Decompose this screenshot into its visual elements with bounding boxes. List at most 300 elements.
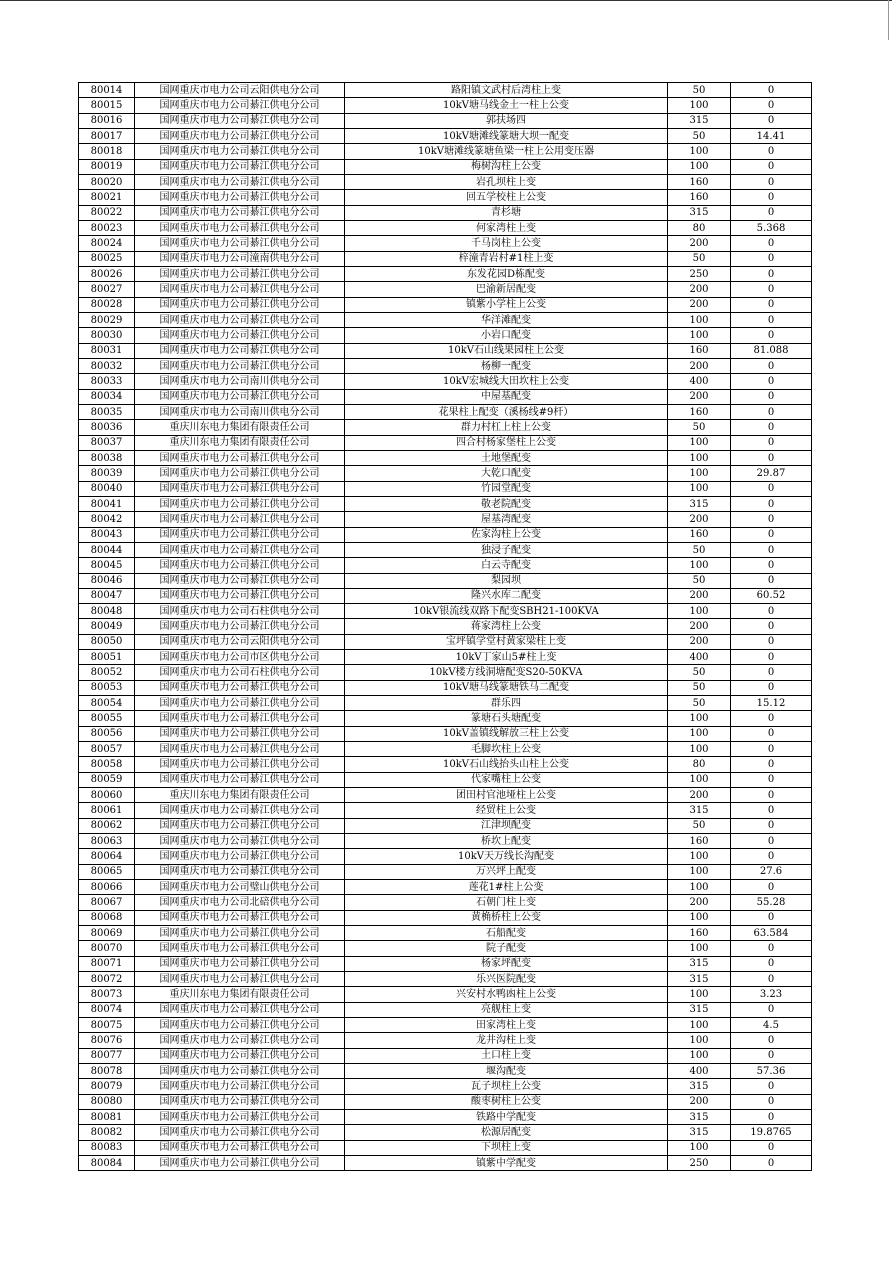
table-row	[79, 895, 812, 910]
company-cell: 国网重庆市电力公司綦江供电分公司	[135, 1048, 345, 1063]
table-row	[79, 864, 812, 879]
transformer-name-cell: 堰沟配变	[345, 1064, 668, 1079]
capacity-cell: 400	[668, 650, 731, 665]
value-cell: 0	[731, 98, 812, 113]
table-row	[79, 1140, 812, 1155]
transformer-name-cell: 篆塘石头塘配变	[345, 711, 668, 726]
row-id-cell: 80038	[79, 450, 135, 465]
row-id-cell: 80074	[79, 1002, 135, 1017]
capacity-cell: 100	[668, 772, 731, 787]
row-id-cell: 80025	[79, 251, 135, 266]
row-id-cell: 80073	[79, 987, 135, 1002]
row-id-cell: 80016	[79, 113, 135, 128]
value-cell: 0	[731, 190, 812, 205]
table-row	[79, 358, 812, 373]
capacity-cell: 250	[668, 266, 731, 281]
table-row	[79, 619, 812, 634]
transformer-name-cell: 镇紫小学柱上公变	[345, 297, 668, 312]
transformer-name-cell: 10kV盖镇线解放三柱上公变	[345, 726, 668, 741]
capacity-cell: 250	[668, 1155, 731, 1170]
capacity-cell: 200	[668, 788, 731, 803]
value-cell: 0	[731, 1094, 812, 1109]
table-row	[79, 128, 812, 143]
row-id-cell: 80070	[79, 941, 135, 956]
company-cell: 国网重庆市电力公司南川供电分公司	[135, 404, 345, 419]
capacity-cell: 315	[668, 1002, 731, 1017]
company-cell: 国网重庆市电力公司綦江供电分公司	[135, 680, 345, 695]
company-cell: 国网重庆市电力公司綦江供电分公司	[135, 205, 345, 220]
value-cell: 60.52	[731, 588, 812, 603]
table-row	[79, 343, 812, 358]
company-cell: 国网重庆市电力公司綦江供电分公司	[135, 941, 345, 956]
value-cell: 0	[731, 496, 812, 511]
transformer-name-cell: 10kV塘滩线篆塘鱼梁一柱上公用变压器	[345, 144, 668, 159]
transformer-name-cell: 石朝门柱上变	[345, 895, 668, 910]
row-id-cell: 80024	[79, 236, 135, 251]
company-cell: 国网重庆市电力公司綦江供电分公司	[135, 481, 345, 496]
row-id-cell: 80058	[79, 757, 135, 772]
row-id-cell: 80037	[79, 435, 135, 450]
value-cell: 0	[731, 956, 812, 971]
row-id-cell: 80059	[79, 772, 135, 787]
transformer-name-cell: 龙井沟柱上变	[345, 1033, 668, 1048]
value-cell: 0	[731, 435, 812, 450]
capacity-cell: 200	[668, 512, 731, 527]
value-cell: 0	[731, 83, 812, 98]
table-row	[79, 1125, 812, 1140]
company-cell: 重庆川东电力集团有限责任公司	[135, 435, 345, 450]
capacity-cell: 315	[668, 113, 731, 128]
transformer-name-cell: 江津坝配变	[345, 818, 668, 833]
capacity-cell: 100	[668, 1048, 731, 1063]
value-cell: 0	[731, 604, 812, 619]
company-cell: 国网重庆市电力公司市区供电分公司	[135, 650, 345, 665]
capacity-cell: 315	[668, 1079, 731, 1094]
value-cell: 0	[731, 358, 812, 373]
company-cell: 国网重庆市电力公司綦江供电分公司	[135, 128, 345, 143]
company-cell: 国网重庆市电力公司綦江供电分公司	[135, 696, 345, 711]
capacity-cell: 100	[668, 450, 731, 465]
transformer-name-cell: 下坝柱上变	[345, 1140, 668, 1155]
row-id-cell: 80081	[79, 1109, 135, 1124]
company-cell: 国网重庆市电力公司綦江供电分公司	[135, 910, 345, 925]
value-cell: 0	[731, 573, 812, 588]
row-id-cell: 80034	[79, 389, 135, 404]
row-id-cell: 80052	[79, 665, 135, 680]
table-row	[79, 236, 812, 251]
capacity-cell: 315	[668, 803, 731, 818]
company-cell: 国网重庆市电力公司綦江供电分公司	[135, 98, 345, 113]
company-cell: 国网重庆市电力公司南川供电分公司	[135, 374, 345, 389]
row-id-cell: 80031	[79, 343, 135, 358]
table-row	[79, 788, 812, 803]
capacity-cell: 100	[668, 466, 731, 481]
company-cell: 国网重庆市电力公司璧山供电分公司	[135, 880, 345, 895]
table-row	[79, 558, 812, 573]
company-cell: 国网重庆市电力公司綦江供电分公司	[135, 711, 345, 726]
row-id-cell: 80022	[79, 205, 135, 220]
capacity-cell: 100	[668, 849, 731, 864]
value-cell: 0	[731, 374, 812, 389]
row-id-cell: 80060	[79, 788, 135, 803]
capacity-cell: 100	[668, 558, 731, 573]
company-cell: 国网重庆市电力公司綦江供电分公司	[135, 1094, 345, 1109]
row-id-cell: 80033	[79, 374, 135, 389]
capacity-cell: 80	[668, 757, 731, 772]
company-cell: 国网重庆市电力公司石柱供电分公司	[135, 604, 345, 619]
company-cell: 国网重庆市电力公司綦江供电分公司	[135, 312, 345, 327]
transformer-name-cell: 梨园坝	[345, 573, 668, 588]
row-id-cell: 80051	[79, 650, 135, 665]
table-row	[79, 818, 812, 833]
value-cell: 0	[731, 941, 812, 956]
row-id-cell: 80032	[79, 358, 135, 373]
transformer-name-cell: 佐家沟柱上公变	[345, 527, 668, 542]
table-row	[79, 834, 812, 849]
value-cell: 0	[731, 665, 812, 680]
table-row	[79, 742, 812, 757]
company-cell: 重庆川东电力集团有限责任公司	[135, 987, 345, 1002]
table-row	[79, 1002, 812, 1017]
row-id-cell: 80048	[79, 604, 135, 619]
table-row	[79, 680, 812, 695]
table-row	[79, 404, 812, 419]
row-id-cell: 80043	[79, 527, 135, 542]
row-id-cell: 80075	[79, 1018, 135, 1033]
transformer-name-cell: 10kV银流线双路下配变SBH21-100KVA	[345, 604, 668, 619]
table-row	[79, 757, 812, 772]
table-row	[79, 1033, 812, 1048]
transformer-name-cell: 郭扶场四	[345, 113, 668, 128]
capacity-cell: 100	[668, 910, 731, 925]
row-id-cell: 80049	[79, 619, 135, 634]
table-row	[79, 190, 812, 205]
transformer-name-cell: 东发花园D栋配变	[345, 266, 668, 281]
value-cell: 0	[731, 251, 812, 266]
row-id-cell: 80030	[79, 328, 135, 343]
company-cell: 国网重庆市电力公司綦江供电分公司	[135, 558, 345, 573]
company-cell: 国网重庆市电力公司綦江供电分公司	[135, 803, 345, 818]
capacity-cell: 100	[668, 864, 731, 879]
value-cell: 0	[731, 113, 812, 128]
company-cell: 国网重庆市电力公司綦江供电分公司	[135, 512, 345, 527]
value-cell: 0	[731, 742, 812, 757]
table-row	[79, 1079, 812, 1094]
value-cell: 0	[731, 849, 812, 864]
company-cell: 国网重庆市电力公司綦江供电分公司	[135, 113, 345, 128]
transformer-name-cell: 10kV宏城线大田坎柱上公变	[345, 374, 668, 389]
company-cell: 国网重庆市电力公司綦江供电分公司	[135, 742, 345, 757]
table-row	[79, 1064, 812, 1079]
transformer-name-cell: 万兴坪上配变	[345, 864, 668, 879]
value-cell: 0	[731, 159, 812, 174]
table-row	[79, 174, 812, 189]
capacity-cell: 100	[668, 312, 731, 327]
value-cell: 0	[731, 972, 812, 987]
company-cell: 国网重庆市电力公司綦江供电分公司	[135, 849, 345, 864]
capacity-cell: 400	[668, 374, 731, 389]
capacity-cell: 200	[668, 1094, 731, 1109]
capacity-cell: 100	[668, 726, 731, 741]
capacity-cell: 50	[668, 420, 731, 435]
row-id-cell: 80056	[79, 726, 135, 741]
company-cell: 国网重庆市电力公司綦江供电分公司	[135, 220, 345, 235]
capacity-cell: 160	[668, 926, 731, 941]
capacity-cell: 100	[668, 328, 731, 343]
table-row	[79, 711, 812, 726]
transformer-name-cell: 镇紫中学配变	[345, 1155, 668, 1170]
company-cell: 国网重庆市电力公司綦江供电分公司	[135, 1002, 345, 1017]
table-row	[79, 972, 812, 987]
value-cell: 0	[731, 772, 812, 787]
value-cell: 0	[731, 282, 812, 297]
table-row	[79, 420, 812, 435]
row-id-cell: 80035	[79, 404, 135, 419]
table-row	[79, 696, 812, 711]
table-row	[79, 450, 812, 465]
row-id-cell: 80077	[79, 1048, 135, 1063]
value-cell: 0	[731, 757, 812, 772]
transformer-name-cell: 莲花1#柱上公变	[345, 880, 668, 895]
transformer-name-cell: 10kV天万线长沟配变	[345, 849, 668, 864]
value-cell: 0	[731, 389, 812, 404]
value-cell: 0	[731, 711, 812, 726]
table-row	[79, 1048, 812, 1063]
value-cell: 0	[731, 236, 812, 251]
row-id-cell: 80029	[79, 312, 135, 327]
value-cell: 0	[731, 788, 812, 803]
transformer-name-cell: 松源居配变	[345, 1125, 668, 1140]
company-cell: 国网重庆市电力公司綦江供电分公司	[135, 174, 345, 189]
company-cell: 国网重庆市电力公司綦江供电分公司	[135, 190, 345, 205]
table-row	[79, 573, 812, 588]
table-row	[79, 113, 812, 128]
transformer-name-cell: 青杉塘	[345, 205, 668, 220]
transformer-name-cell: 大乾口配变	[345, 466, 668, 481]
row-id-cell: 80040	[79, 481, 135, 496]
transformer-name-cell: 敬老院配变	[345, 496, 668, 511]
table-row	[79, 374, 812, 389]
table-row	[79, 512, 812, 527]
table-row	[79, 849, 812, 864]
transformer-name-cell: 华洋滩配变	[345, 312, 668, 327]
value-cell: 0	[731, 297, 812, 312]
value-cell: 0	[731, 420, 812, 435]
company-cell: 国网重庆市电力公司綦江供电分公司	[135, 542, 345, 557]
capacity-cell: 160	[668, 174, 731, 189]
company-cell: 国网重庆市电力公司綦江供电分公司	[135, 834, 345, 849]
table-row	[79, 496, 812, 511]
table-row	[79, 1155, 812, 1170]
page-top-border	[0, 0, 892, 1]
row-id-cell: 80082	[79, 1125, 135, 1140]
transformer-name-cell: 石船配变	[345, 926, 668, 941]
company-cell: 重庆川东电力集团有限责任公司	[135, 420, 345, 435]
value-cell: 0	[731, 1155, 812, 1170]
capacity-cell: 50	[668, 128, 731, 143]
row-id-cell: 80026	[79, 266, 135, 281]
company-cell: 国网重庆市电力公司綦江供电分公司	[135, 236, 345, 251]
table-row	[79, 435, 812, 450]
transformer-name-cell: 屋基湾配变	[345, 512, 668, 527]
value-cell: 0	[731, 527, 812, 542]
row-id-cell: 80071	[79, 956, 135, 971]
company-cell: 国网重庆市电力公司綦江供电分公司	[135, 358, 345, 373]
table-row	[79, 527, 812, 542]
value-cell: 27.6	[731, 864, 812, 879]
company-cell: 国网重庆市电力公司綦江供电分公司	[135, 1079, 345, 1094]
row-id-cell: 80076	[79, 1033, 135, 1048]
transformer-name-cell: 杨家坪配变	[345, 956, 668, 971]
value-cell: 63.584	[731, 926, 812, 941]
company-cell: 国网重庆市电力公司云阳供电分公司	[135, 83, 345, 98]
table-row	[79, 159, 812, 174]
row-id-cell: 80061	[79, 803, 135, 818]
transformer-name-cell: 杨柳一配变	[345, 358, 668, 373]
capacity-cell: 315	[668, 496, 731, 511]
transformer-name-cell: 代家嘴柱上公变	[345, 772, 668, 787]
table-row	[79, 803, 812, 818]
value-cell: 0	[731, 1002, 812, 1017]
transformer-name-cell: 10kV塘滩线篆塘大坝一配变	[345, 128, 668, 143]
capacity-cell: 200	[668, 236, 731, 251]
transformer-name-cell: 蒋家湾柱上公变	[345, 619, 668, 634]
company-cell: 国网重庆市电力公司綦江供电分公司	[135, 1064, 345, 1079]
row-id-cell: 80036	[79, 420, 135, 435]
value-cell: 0	[731, 680, 812, 695]
transformer-name-cell: 10kV塘马线篆塘铁马二配变	[345, 680, 668, 695]
row-id-cell: 80028	[79, 297, 135, 312]
company-cell: 国网重庆市电力公司綦江供电分公司	[135, 757, 345, 772]
row-id-cell: 80068	[79, 910, 135, 925]
value-cell: 0	[731, 803, 812, 818]
value-cell: 81.088	[731, 343, 812, 358]
table-row	[79, 312, 812, 327]
transformer-name-cell: 兴安村水鸭凼柱上公变	[345, 987, 668, 1002]
table-row	[79, 266, 812, 281]
company-cell: 国网重庆市电力公司綦江供电分公司	[135, 726, 345, 741]
transformer-name-cell: 回五学校柱上公变	[345, 190, 668, 205]
capacity-cell: 100	[668, 1018, 731, 1033]
value-cell: 0	[731, 542, 812, 557]
value-cell: 0	[731, 834, 812, 849]
transformer-name-cell: 巴渝新居配变	[345, 282, 668, 297]
transformer-name-cell: 经贸柱上公变	[345, 803, 668, 818]
row-id-cell: 80065	[79, 864, 135, 879]
transformer-name-cell: 四合村杨家堡柱上公变	[345, 435, 668, 450]
company-cell: 国网重庆市电力公司綦江供电分公司	[135, 573, 345, 588]
company-cell: 国网重庆市电力公司北碚供电分公司	[135, 895, 345, 910]
company-cell: 国网重庆市电力公司綦江供电分公司	[135, 864, 345, 879]
value-cell: 0	[731, 266, 812, 281]
row-id-cell: 80039	[79, 466, 135, 481]
value-cell: 0	[731, 1048, 812, 1063]
company-cell: 国网重庆市电力公司綦江供电分公司	[135, 772, 345, 787]
transformer-name-cell: 土地堡配变	[345, 450, 668, 465]
value-cell: 14.41	[731, 128, 812, 143]
company-cell: 国网重庆市电力公司綦江供电分公司	[135, 450, 345, 465]
row-id-cell: 80072	[79, 972, 135, 987]
table-row	[79, 604, 812, 619]
company-cell: 国网重庆市电力公司石柱供电分公司	[135, 665, 345, 680]
capacity-cell: 100	[668, 941, 731, 956]
capacity-cell: 315	[668, 956, 731, 971]
capacity-cell: 50	[668, 665, 731, 680]
row-id-cell: 80050	[79, 634, 135, 649]
page-right-border	[888, 0, 889, 40]
table-row	[79, 144, 812, 159]
transformer-name-cell: 团田村官池垭柱上公变	[345, 788, 668, 803]
capacity-cell: 100	[668, 604, 731, 619]
value-cell: 0	[731, 312, 812, 327]
transformer-name-cell: 10kV石山线抬头山柱上公变	[345, 757, 668, 772]
value-cell: 0	[731, 1079, 812, 1094]
value-cell: 3.23	[731, 987, 812, 1002]
capacity-cell: 160	[668, 343, 731, 358]
transformer-name-cell: 竹园堂配变	[345, 481, 668, 496]
transformer-name-cell: 土口柱上变	[345, 1048, 668, 1063]
capacity-cell: 200	[668, 389, 731, 404]
company-cell: 国网重庆市电力公司綦江供电分公司	[135, 297, 345, 312]
table-row	[79, 941, 812, 956]
value-cell: 57.36	[731, 1064, 812, 1079]
row-id-cell: 80069	[79, 926, 135, 941]
value-cell: 0	[731, 880, 812, 895]
capacity-cell: 400	[668, 1064, 731, 1079]
row-id-cell: 80044	[79, 542, 135, 557]
transformer-name-cell: 铁路中学配变	[345, 1109, 668, 1124]
capacity-cell: 200	[668, 634, 731, 649]
table-row	[79, 1109, 812, 1124]
value-cell: 0	[731, 450, 812, 465]
row-id-cell: 80015	[79, 98, 135, 113]
table-row	[79, 98, 812, 113]
capacity-cell: 200	[668, 282, 731, 297]
value-cell: 0	[731, 1140, 812, 1155]
table-row	[79, 282, 812, 297]
company-cell: 国网重庆市电力公司綦江供电分公司	[135, 343, 345, 358]
value-cell: 0	[731, 174, 812, 189]
value-cell: 0	[731, 818, 812, 833]
company-cell: 国网重庆市电力公司綦江供电分公司	[135, 282, 345, 297]
value-cell: 29.87	[731, 466, 812, 481]
row-id-cell: 80084	[79, 1155, 135, 1170]
row-id-cell: 80066	[79, 880, 135, 895]
company-cell: 国网重庆市电力公司綦江供电分公司	[135, 1109, 345, 1124]
row-id-cell: 80041	[79, 496, 135, 511]
value-cell: 4.5	[731, 1018, 812, 1033]
table-row	[79, 665, 812, 680]
transformer-name-cell: 宝坪镇学堂村黄家梁柱上变	[345, 634, 668, 649]
value-cell: 5.368	[731, 220, 812, 235]
transformer-name-cell: 隆兴水库二配变	[345, 588, 668, 603]
transformer-name-cell: 10kV楼方线洞塘配变S20-50KVA	[345, 665, 668, 680]
transformer-name-cell: 梅树沟柱上公变	[345, 159, 668, 174]
value-cell: 15.12	[731, 696, 812, 711]
capacity-cell: 100	[668, 435, 731, 450]
company-cell: 国网重庆市电力公司綦江供电分公司	[135, 818, 345, 833]
table-row	[79, 910, 812, 925]
capacity-cell: 100	[668, 144, 731, 159]
capacity-cell: 200	[668, 619, 731, 634]
table-row	[79, 956, 812, 971]
capacity-cell: 100	[668, 159, 731, 174]
transformer-name-cell: 何家湾柱上变	[345, 220, 668, 235]
value-cell: 0	[731, 404, 812, 419]
company-cell: 国网重庆市电力公司綦江供电分公司	[135, 1140, 345, 1155]
value-cell: 0	[731, 328, 812, 343]
company-cell: 重庆川东电力集团有限责任公司	[135, 788, 345, 803]
